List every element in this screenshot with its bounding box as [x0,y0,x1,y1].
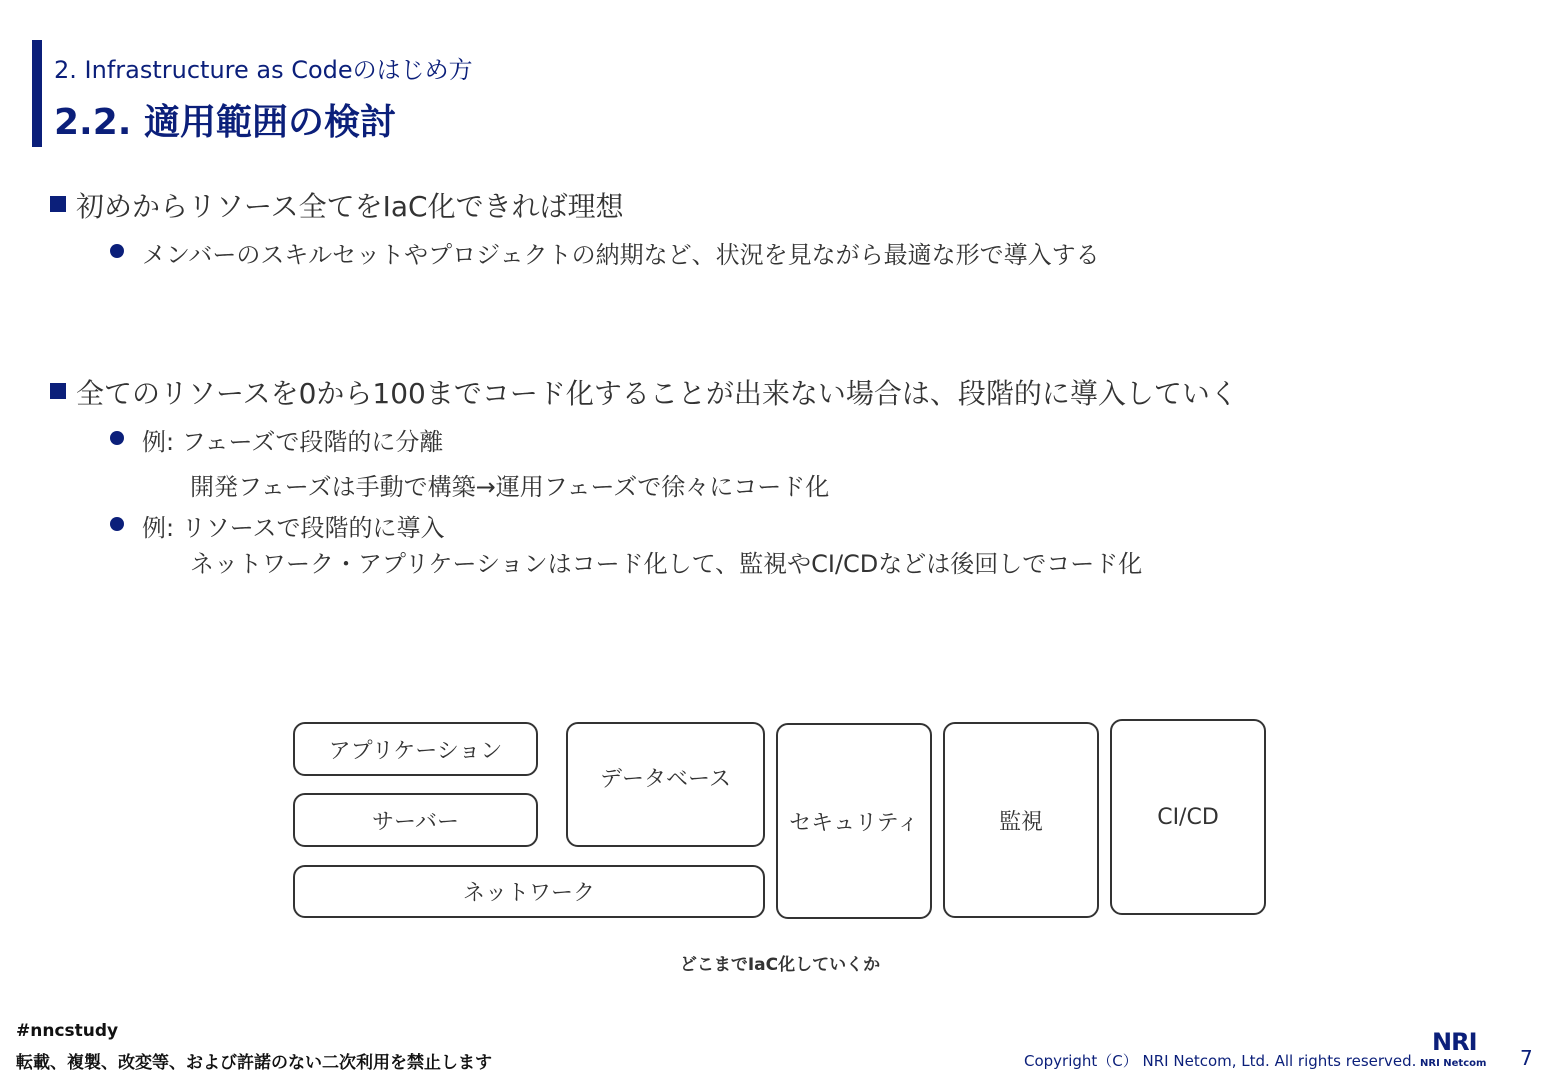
sub-bullet-2-1-detail: 開発フェーズは手動で構築→運用フェーズで徐々にコード化 [190,473,830,501]
bullet-heading-2: 全てのリソースを0から100までコード化することが出来ない場合は、段階的に導入していく [76,377,1238,410]
footer-copyright: Copyright（C） NRI Netcom, Ltd. All rights reserved. [1024,1052,1417,1070]
sub-bullet-2-2: 例: リソースで段階的に導入 [142,514,445,542]
diagram-label: セキュリティ [789,810,919,836]
footer-hashtag: #nncstudy [16,1021,119,1041]
diagram-box-security [776,723,932,919]
diagram-box-monitoring [943,722,1099,918]
footer-notice: 転載、複製、改変等、および許諾のない二次利用を禁止します [16,1053,492,1073]
bullet-dot-icon [110,244,124,258]
nri-logo [1420,1028,1488,1072]
sub-bullet-2-1: 例: フェーズで段階的に分離 [142,428,444,456]
logo-mark: NRI [1432,1028,1477,1056]
bullet-heading-1: 初めからリソース全てをIaC化できれば理想 [76,190,624,223]
bullet-square-icon [50,383,66,399]
diagram-caption: どこまでIaC化していくか [679,955,881,975]
sub-bullet-2-2-detail: ネットワーク・アプリケーションはコード化して、監視やCI/CDなどは後回しでコード化 [190,550,1143,578]
diagram-label: ネットワーク [462,881,595,906]
bullet-dot-icon [110,431,124,445]
diagram-label: アプリケーション [328,738,503,764]
logo-text: NRI Netcom [1420,1058,1487,1069]
page-number: 7 [1520,1046,1533,1070]
page-title: 2.2. 適用範囲の検討 [54,102,396,143]
diagram-label: 監視 [998,809,1043,835]
diagram-box-cicd [1110,719,1266,915]
section-subtitle: 2. Infrastructure as Codeのはじめ方 [54,56,473,84]
diagram-box-network [293,865,765,918]
diagram-label: サーバー [372,809,459,835]
bullet-square-icon [50,196,66,212]
diagram-box-application [293,722,538,776]
sub-bullet-1-1: メンバーのスキルセットやプロジェクトの納期など、状況を見ながら最適な形で導入する [142,241,1100,269]
diagram-label: CI/CD [1157,804,1219,830]
title-accent-bar [32,40,42,147]
bullet-dot-icon [110,517,124,531]
diagram-box-server [293,793,538,847]
diagram-box-database [566,722,765,847]
diagram-label: データベース [600,767,731,792]
